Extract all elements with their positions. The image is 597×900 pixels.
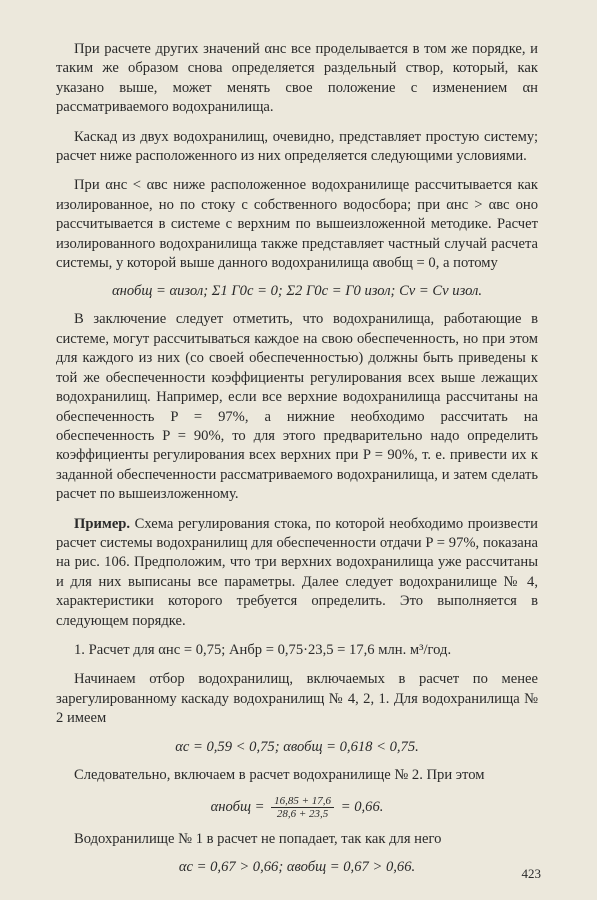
paragraph-7: Следовательно, включаем в расчет водохранилище № 2. При этом xyxy=(74,766,485,783)
formula-rhs: = 0,66. xyxy=(340,798,384,815)
formula-lhs: αнобщ = xyxy=(210,798,265,815)
paragraph-8: Водохранилище № 1 в расчет не попадает, так как для него xyxy=(74,831,442,847)
paragraph-2: Каскад из двух водохранилищ, очевидно, представляет простую систему; расчет ниже расположенного из них определяется следующими условиями. xyxy=(56,128,538,165)
page-number: 423 xyxy=(521,866,541,881)
formula-fraction xyxy=(271,795,334,820)
paragraph-3: При αнс < αвс ниже расположенное водохранилище рассчитывается как изолированное, но по стоку с собственного водосбора; при αнс > αвс оно рассчитывается в системе с верхним по вышеизложенной методике. Расчет изолированного водохранилища также представляет частный случай расчета системы, у которой выше данного водохранилища αвобщ = 0, а потому xyxy=(56,177,538,272)
paragraph-step-1: 1. Расчет для αнс = 0,75; Aнбр = 0,75·23,5 = 17,6 млн. м³/год. xyxy=(74,641,452,658)
formula-res2-cond: αс = 0,59 < 0,75; αвобщ = 0,618 < 0,75. xyxy=(175,738,419,755)
paragraph-example xyxy=(56,515,538,631)
paragraph-6: Начинаем отбор водохранилищ, включаемых в расчет по менее зарегулированному каскаду водохранилищ № 4, 2, 1. Для водохранилища № 2 имеем xyxy=(56,671,538,727)
example-text: Схема регулирования стока, по которой необходимо произвести расчет системы водохранилищ для обеспеченности отдачи P = 97%, показана на рис. 106. Предположим, что три верхних водохранилища уже рассчитаны и для них выписаны все параметры. Далее следует водохранилище № 4, характеристики которого требуется определить. Это выполняется в следующем порядке. xyxy=(56,515,538,629)
formula-isolated: αнобщ = αизол; Σ1 Г0с = 0; Σ2 Г0с = Г0 изол; Cv = Cv изол. xyxy=(111,283,483,300)
paragraph-1: При расчете других значений αнс все проделывается в том же порядке, и таким же образом снова определяется раздельный створ, который, как указано выше, может менять свое положение с изменением αн рассматриваемого водохранилища. xyxy=(56,41,538,116)
example-label: Пример. xyxy=(74,515,131,532)
text-column xyxy=(56,40,538,886)
paragraph-4: В заключение следует отметить, что водохранилища, работающие в системе, могут рассчитываться каждое на свою обеспеченность, но при этом для каждого из них (со своей обеспеченностью) должны быть приведены к той же обеспеченности коэффициенты регулирования всех выше лежащих водохранилищ. Например, если все верхние водохранилища рассчитаны на обеспеченность P = 97%, а нижние необходимо рассчитать на обеспеченность P = 90%, то для этого предварительно надо определить коэффициенты регулирования всех верхних при P = 90%, т. е. привести их к заданной обеспеченности рассматриваемого водохранилища, и затем сделать расчет по вышеизложенному. xyxy=(56,311,538,503)
formula-res1-cond: αс = 0,67 > 0,66; αвобщ = 0,67 > 0,66. xyxy=(178,859,416,876)
fraction-denominator: 28,6 + 23,5 xyxy=(276,808,329,820)
formula-res2-total xyxy=(56,795,538,820)
fraction-numerator: 16,85 + 17,6 xyxy=(271,795,334,808)
